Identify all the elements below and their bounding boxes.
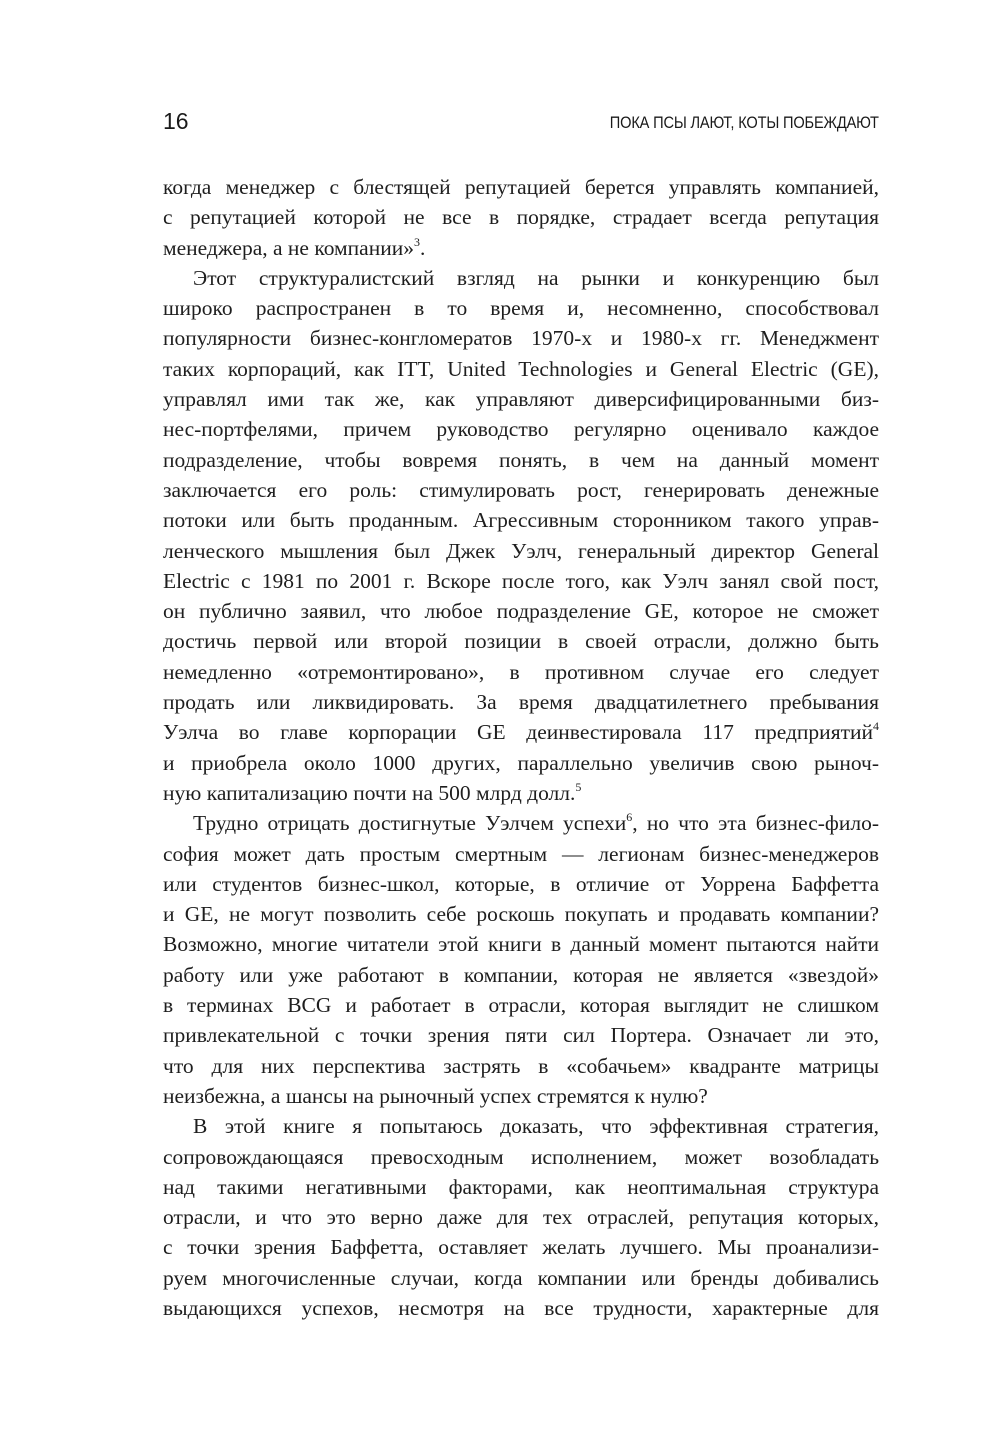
- text-line: управлял ими так же, как управляют диверсифицированными биз-: [163, 387, 879, 412]
- text-line: руем многочисленные случаи, когда компании или бренды добивались: [163, 1265, 879, 1290]
- text-line: он публично заявил, что любое подразделение GE, которое не сможет: [163, 599, 879, 624]
- text-line: и GE, не могут позволить себе роскошь покупать и продавать компании?: [163, 902, 879, 927]
- paragraph: [163, 263, 879, 808]
- text-line: или студентов бизнес-школ, которые, в отличие от Уоррена Баффетта: [163, 871, 879, 896]
- text-line: таких корпораций, как ITT, United Technologies и General Electric (GE),: [163, 356, 879, 381]
- text-line: немедленно «отремонтировано», в противном случае его следует: [163, 659, 879, 684]
- paragraph: [163, 1111, 879, 1323]
- text-line: широко распространен в то время и, несомненно, способствовал: [163, 296, 879, 321]
- text-line: когда менеджер с блестящей репутацией берется управлять компанией,: [163, 175, 879, 199]
- text-line: софия может дать простым смертным — легионам бизнес-менеджеров: [163, 841, 879, 866]
- text-line: и приобрела около 1000 других, параллельно увеличив свою рыноч-: [163, 750, 879, 775]
- text-line: Возможно, многие читатели этой книги в данный момент пытаются найти: [163, 932, 879, 957]
- text-line: Уэлча во главе корпорации GE деинвестировала 117 предприятий$^4$: [163, 719, 879, 745]
- paragraph: [163, 808, 879, 1111]
- footnote-marker: 6: [626, 810, 633, 825]
- text-line: достичь первой или второй позиции в своей отрасли, должно быть: [163, 629, 879, 654]
- text-line: с репутацией которой не все в порядке, страдает всегда репутация: [163, 205, 879, 230]
- text-line: в терминах BCG и работает в отрасли, которая выглядит не слишком: [163, 993, 879, 1018]
- text-line: выдающихся успехов, несмотря на все трудности, характерные для: [163, 1295, 879, 1320]
- text-line: привлекательной с точки зрения пяти сил Портера. Означает ли это,: [163, 1023, 879, 1048]
- page-header: [163, 108, 879, 140]
- text-line: нес-портфелями, причем руководство регулярно оценивало каждое: [163, 417, 879, 442]
- page-number: 16: [163, 108, 189, 134]
- text-line: отрасли, и что это верно даже для тех отраслей, репутация которых,: [163, 1205, 879, 1230]
- text-line: Трудно отрицать достигнутые Уэлчем успехи$^6$, но что эта бизнес-фило-: [193, 810, 879, 836]
- text-line: Electric с 1981 по 2001 г. Вскоре после того, как Уэлч занял свой пост,: [163, 568, 879, 593]
- text-line: работу или уже работают в компании, которая не является «звездой»: [163, 962, 879, 987]
- text-line: неизбежна, а шансы на рыночный успех стремятся к нулю?: [163, 1083, 708, 1108]
- text-line: популярности бизнес-конгломератов 1970-х и 1980-х гг. Менеджмент: [163, 326, 879, 351]
- text-line: с точки зрения Баффетта, оставляет желать лучшего. Мы проанализи-: [163, 1235, 879, 1260]
- text-line: Этот структуралистский взгляд на рынки и конкуренцию был: [193, 265, 879, 290]
- text-line: что для них перспектива застрять в «собачьем» квадранте матрицы: [163, 1053, 879, 1078]
- footnote-marker: 4: [873, 719, 879, 734]
- running-title: ПОКА ПСЫ ЛАЮТ, КОТЫ ПОБЕЖДАЮТ: [610, 113, 879, 132]
- text-line: ную капитализацию почти на 500 млрд долл.$^5$: [163, 779, 582, 805]
- text-line: подразделение, чтобы вовремя понять, в чем на данный момент: [163, 447, 879, 472]
- paragraph: [163, 172, 879, 263]
- text-line: продать или ликвидировать. За время двадцатилетнего пребывания: [163, 690, 879, 715]
- footnote-marker: 3: [413, 234, 420, 249]
- text-line: ленческого мышления был Джек Уэлч, генеральный директор General: [163, 538, 879, 563]
- text-line: над такими негативными факторами, как неоптимальная структура: [163, 1174, 879, 1199]
- body-text: [163, 172, 879, 1323]
- text-line: менеджера, а не компании»$^3$.: [163, 234, 426, 260]
- text-line: заключается его роль: стимулировать рост, генерировать денежные: [163, 477, 879, 502]
- text-line: сопровождающаяся превосходным исполнением, может возобладать: [163, 1144, 879, 1169]
- footnote-marker: 5: [575, 779, 582, 794]
- text-line: В этой книге я попытаюсь доказать, что эффективная стратегия,: [193, 1114, 879, 1139]
- text-line: потоки или быть проданным. Агрессивным сторонником такого управ-: [163, 508, 879, 533]
